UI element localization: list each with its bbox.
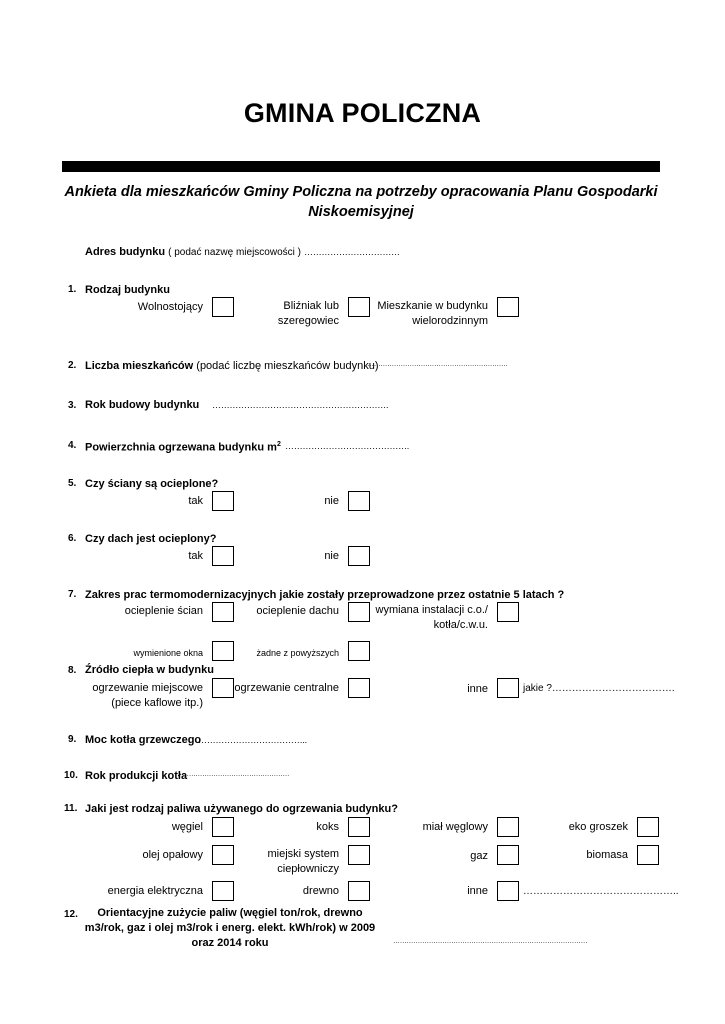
q5-no-checkbox[interactable]	[348, 491, 370, 511]
q11-other-field[interactable]: ………………………………………..	[523, 886, 679, 897]
q1-opt-semidetached-label-1: Bliźniak lub	[283, 300, 339, 312]
q4-sup: 2	[276, 441, 281, 448]
page-title: GMINA POLICZNA	[243, 98, 482, 128]
q8-other-label: inne	[467, 683, 488, 695]
q2-hint: (podać liczbę mieszkańców budynku)	[196, 360, 379, 372]
q6-no-checkbox[interactable]	[348, 546, 370, 566]
q3-field[interactable]: …………………………………………………….	[212, 400, 389, 410]
q7-windows-label: wymienione okna	[133, 648, 203, 658]
q11-electric-label: energia elektryczna	[107, 885, 203, 897]
q11-electric-checkbox[interactable]	[212, 881, 234, 901]
survey-subtitle	[62, 182, 660, 222]
q11-eco-pea-checkbox[interactable]	[637, 817, 659, 837]
q5-yes-checkbox[interactable]	[212, 491, 234, 511]
q7-label: Zakres prac termomodernizacyjnych jakie zostały przeprowadzone przez ostatnie 5 latach ?	[85, 589, 565, 601]
header-divider	[62, 161, 660, 172]
subtitle-line-1: Ankieta dla mieszkańców Gminy Policzna na potrzeby opracowania Planu Gospodarki	[64, 184, 658, 200]
q3-label: Rok budowy budynku	[85, 399, 200, 411]
q5-number: 5.	[68, 478, 77, 489]
q10-number: 10.	[64, 770, 78, 781]
q4-field[interactable]: …………………………………….	[285, 441, 410, 451]
q11-label: Jaki jest rodzaj paliwa używanego do ogrzewania budynku?	[85, 803, 398, 815]
q2-label: Liczba mieszkańców	[85, 360, 194, 372]
q8-central-label: ogrzewanie centralne	[234, 682, 339, 694]
q4-label: Powierzchnia ogrzewana budynku m	[85, 441, 277, 454]
q11-biomass-checkbox[interactable]	[637, 845, 659, 865]
q10-field[interactable]: …………………………………………	[182, 771, 290, 778]
q7-heating-checkbox[interactable]	[497, 602, 519, 622]
q7-walls-checkbox[interactable]	[212, 602, 234, 622]
q6-number: 6.	[68, 533, 77, 544]
address-label: Adres budynku	[85, 246, 166, 258]
q7-roof-label: ocieplenie dachu	[256, 605, 339, 617]
q11-coal-dust-checkbox[interactable]	[497, 817, 519, 837]
q11-eco-pea-label: eko groszek	[568, 821, 628, 833]
q5-yes-label: tak	[188, 495, 203, 507]
q7-windows-checkbox[interactable]	[212, 641, 234, 661]
q9-label: Moc kotła grzewczego	[85, 734, 202, 746]
address-hint: ( podać nazwę miejscowości )	[168, 247, 301, 258]
q7-walls-label: ocieplenie ścian	[124, 605, 203, 617]
q11-coal-checkbox[interactable]	[212, 817, 234, 837]
q11-district-label-2: ciepłowniczy	[277, 863, 339, 875]
q4-row	[85, 438, 281, 455]
q1-semidetached-checkbox[interactable]	[348, 297, 370, 317]
q9-field[interactable]: ………………………………..	[198, 735, 307, 745]
q4-number: 4.	[68, 440, 77, 451]
q7-none-label: żadne z powyższych	[256, 648, 339, 658]
q11-other-checkbox[interactable]	[497, 881, 519, 901]
address-field[interactable]: ……………………………	[304, 247, 400, 257]
q8-label: Źródło ciepła w budynku	[85, 664, 214, 676]
q11-biomass-label: biomasa	[586, 849, 628, 861]
q5-no-label: nie	[324, 495, 339, 507]
q11-coke-label: koks	[316, 821, 339, 833]
q10-label: Rok produkcji kotła	[85, 770, 188, 782]
q12-label-2: m3/rok, gaz i olej m3/rok i energ. elekt. kWh/rok) w 2009	[84, 922, 376, 934]
q8-other-checkbox[interactable]	[497, 678, 519, 698]
address-row	[85, 245, 400, 260]
q11-coal-dust-label: miał węglowy	[422, 821, 488, 833]
q2-field[interactable]: ………………………………………………………	[367, 361, 508, 368]
q2-number: 2.	[68, 360, 77, 371]
q3-number: 3.	[68, 400, 77, 411]
q7-heating-label-2: kotła/c.w.u.	[433, 619, 488, 631]
subtitle-line-2: Niskoemisyjnej	[308, 204, 414, 220]
q8-number: 8.	[68, 665, 77, 676]
q12-label-1: Orientacyjne zużycie paliw (węgiel ton/rok, drewno	[97, 907, 363, 919]
q11-oil-checkbox[interactable]	[212, 845, 234, 865]
q11-district-label-1: miejski system	[267, 848, 339, 860]
q6-no-label: nie	[324, 550, 339, 562]
q11-district-checkbox[interactable]	[348, 845, 370, 865]
q11-gas-checkbox[interactable]	[497, 845, 519, 865]
q1-opt-apartment-label-2: wielorodzinnym	[412, 315, 488, 327]
q11-oil-label: olej opałowy	[142, 849, 203, 861]
q12-label-3: oraz 2014 roku	[191, 937, 269, 949]
q12-number: 12.	[64, 909, 78, 920]
q8-local-label-2: (piece kaflowe itp.)	[111, 697, 203, 709]
q11-wood-checkbox[interactable]	[348, 881, 370, 901]
q1-label: Rodzaj budynku	[85, 284, 170, 296]
q6-yes-checkbox[interactable]	[212, 546, 234, 566]
q8-other-field[interactable]: jakie ?……………………………….	[523, 683, 675, 694]
q1-opt-semidetached-label-2: szeregowiec	[277, 315, 339, 327]
q8-central-checkbox[interactable]	[348, 678, 370, 698]
q6-yes-label: tak	[188, 550, 203, 562]
q6-label: Czy dach jest ocieplony?	[85, 533, 217, 545]
q1-opt-apartment-label-1: Mieszkanie w budynku	[377, 300, 488, 312]
q1-apartment-checkbox[interactable]	[497, 297, 519, 317]
q1-detached-checkbox[interactable]	[212, 297, 234, 317]
q11-number: 11.	[64, 803, 78, 814]
q1-opt-detached-label: Wolnostojący	[137, 301, 203, 313]
q8-local-label-1: ogrzewanie miejscowe	[92, 682, 203, 694]
q9-number: 9.	[68, 734, 77, 745]
q7-number: 7.	[68, 589, 77, 600]
q7-heating-label-1: wymiana instalacji c.o./	[375, 604, 488, 616]
q1-number: 1.	[68, 284, 77, 295]
q11-gas-label: gaz	[470, 850, 488, 862]
q11-coke-checkbox[interactable]	[348, 817, 370, 837]
q7-roof-checkbox[interactable]	[348, 602, 370, 622]
q7-none-checkbox[interactable]	[348, 641, 370, 661]
q2-row	[85, 359, 378, 373]
q11-wood-label: drewno	[302, 885, 339, 897]
q5-label: Czy ściany są ocieplone?	[85, 478, 219, 490]
q11-coal-label: węgiel	[171, 821, 203, 833]
q11-other-label: inne	[467, 885, 488, 897]
q12-field[interactable]: ……………………………………………………………………………	[393, 938, 588, 945]
